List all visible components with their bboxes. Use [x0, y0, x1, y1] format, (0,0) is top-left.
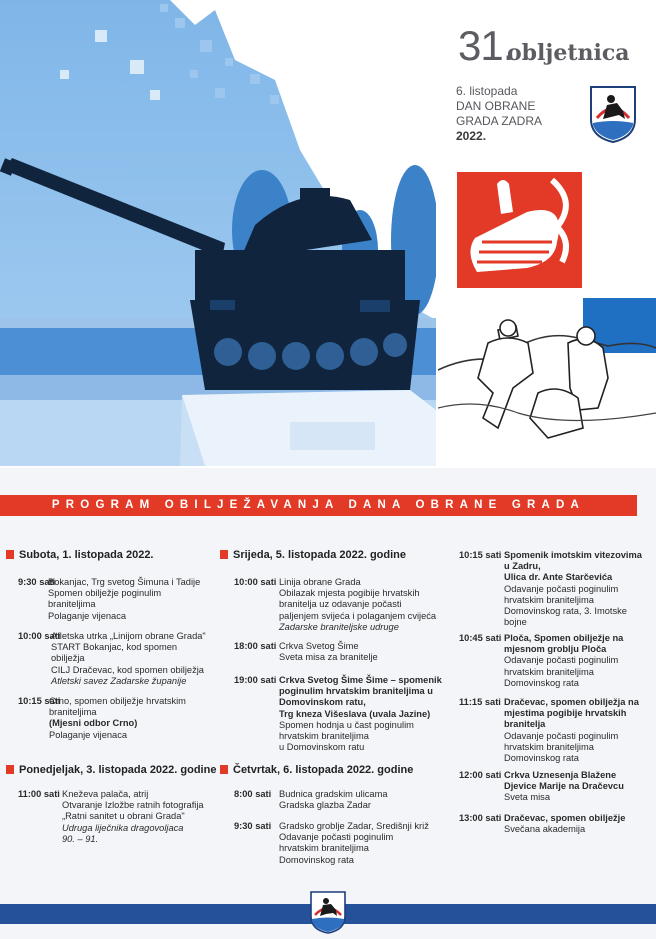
event-line: Trg kneza Višeslava (uvala Jazine) [279, 708, 431, 719]
event-time: 9:30 sati [18, 577, 56, 587]
event-line: Dračevac, spomen obilježje [504, 813, 626, 823]
event-line: Odavanje počasti poginulim [504, 655, 619, 666]
event-time: 19:00 sati [234, 675, 277, 685]
event-line: hrvatskim braniteljima [504, 594, 594, 605]
event-time: 11:00 sati [18, 789, 60, 799]
hero-section [0, 0, 656, 468]
day-title: Ponedjeljak, 3. listopada 2022. godine [19, 764, 217, 776]
event-line: Odavanje počasti poginulim [504, 730, 619, 741]
year-line: 2022. [456, 129, 487, 143]
program-banner [0, 495, 637, 516]
event-line: Otvaranje Izložbe ratnih fotografija [62, 800, 204, 811]
event-line: hrvatskim braniteljima [504, 741, 594, 752]
event-line: braniteljima [48, 599, 96, 610]
event-line: mjesnom groblju Ploča [504, 644, 607, 655]
program-banner-title: PROGRAM OBILJEŽAVANJA DANA OBRANE GRADA [51, 499, 586, 511]
event-line: Domovinskom ratu, [279, 697, 366, 708]
event-time: 10:00 sati [234, 577, 277, 587]
event-time: 8:00 sati [234, 789, 272, 799]
event-line: CILJ Dračevac, kod spomen obilježja [51, 664, 204, 675]
date-line: 6. listopada [456, 84, 518, 98]
event-line: Odavanje počasti poginulim [279, 832, 394, 843]
event-line: Svečana akademija [504, 824, 586, 835]
event-line: hrvatskim braniteljima [504, 666, 594, 677]
event-line: mjestima pogibije hrvatskih [504, 708, 627, 719]
event-line: paljenjem svijeća i polaganjem cvijeća [279, 610, 437, 621]
event-line: obilježja [51, 653, 85, 664]
event-line: Polaganje vijenaca [49, 729, 128, 740]
event-organizer: Atletski savez Zadarske županije [51, 675, 187, 686]
day-bullet [6, 550, 14, 559]
event-line: Crno, spomen obilježje hrvatskim [49, 696, 186, 706]
event-line: Dračevac, spomen obilježja na [504, 697, 639, 707]
event-line: Bokanjac, Trg svetog Šimuna i Tadije [48, 577, 201, 587]
day-title: Subota, 1. listopada 2022. [19, 549, 154, 561]
event-time: 12:00 sati [459, 770, 502, 780]
event-line: „Ratni sanitet u obrani Grada" [62, 811, 185, 822]
event-line: Odavanje počasti poginulim [504, 583, 619, 594]
event-time: 10:00 sati [18, 631, 61, 641]
event-line: Crkva Uznesenja Blažene [504, 770, 617, 780]
event-line-2: GRADA ZADRA [456, 114, 543, 128]
event-line: Gradska glazba Zadar [279, 800, 371, 811]
event-line: hrvatskim braniteljima [279, 731, 369, 742]
event-line: Atletska utrka „Linijom obrane Grada" [51, 631, 206, 641]
event-line: Crkva Svetog Šime [279, 641, 359, 651]
event-line: START Bokanjac, kod spomen [51, 642, 178, 653]
event-organizer: Zadarske braniteljske udruge [279, 621, 399, 632]
anniversary-number: 31. [458, 22, 514, 69]
event-organizer: 90. – 91. [62, 833, 99, 844]
day-bullet [6, 765, 14, 774]
event-line: hrvatskim braniteljima [279, 843, 369, 854]
day-bullet [220, 765, 228, 774]
event-line-1: DAN OBRANE [456, 99, 536, 113]
event-line: Crkva Svetog Šime Šime – spomenik [279, 675, 442, 685]
event-line: bojne [504, 617, 527, 628]
event-time: 13:00 sati [459, 813, 502, 823]
red-tank-illustration [457, 172, 582, 288]
event-line: Djevice Marije na Dračevcu [504, 781, 624, 792]
event-time: 10:15 sati [459, 550, 502, 560]
event-time: 10:45 sati [459, 633, 502, 643]
event-line: Domovinskog rata, 3. Imotske [504, 606, 627, 617]
day-title: Srijeda, 5. listopada 2022. godine [233, 549, 407, 561]
event-organizer: Udruga liječnika dragovoljaca [62, 822, 184, 833]
event-line: Gradsko groblje Zadar, Središnji križ [279, 821, 429, 831]
anniversary-word: obljetnica [507, 40, 630, 66]
event-line: Polaganje vijenaca [48, 610, 127, 621]
event-line: Linija obrane Grada [279, 577, 361, 587]
event-line: Spomen obilježje poginulim [48, 588, 162, 599]
event-time: 18:00 sati [234, 641, 277, 651]
event-line: Domovinskog rata [279, 854, 354, 865]
event-line: branitelja uz odavanje počasti [279, 599, 402, 610]
event-line: Budnica gradskim ulicama [279, 789, 388, 799]
event-line: branitelja [504, 719, 546, 730]
soldiers-illustration [438, 298, 656, 450]
zadar-coat-of-arms [589, 85, 637, 143]
event-line: Spomen hodnja u čast poginulim [279, 719, 414, 730]
event-line: braniteljima [49, 707, 97, 718]
event-line: Kneževa palača, atrij [62, 789, 149, 799]
zadar-coat-of-arms-footer [309, 890, 347, 934]
event-line: u Domovinskom ratu [279, 742, 365, 753]
day-title: Četvrtak, 6. listopada 2022. godine [233, 764, 414, 776]
day-bullet [220, 550, 228, 559]
event-time: 11:15 sati [459, 697, 501, 707]
event-line: poginulim hrvatskim braniteljima u [279, 686, 433, 697]
event-time: 9:30 sati [234, 821, 272, 831]
event-line: Obilazak mjesta pogibije hrvatskih [279, 588, 420, 599]
event-line: Spomenik imotskim vitezovima [504, 550, 642, 560]
event-line: Domovinskog rata [504, 677, 579, 688]
tank-monument-photo [0, 0, 436, 466]
event-line: Ploča, Spomen obilježje na [504, 633, 624, 643]
event-time: 10:15 sati [18, 696, 61, 706]
event-line: (Mjesni odbor Crno) [49, 718, 138, 729]
event-line: Sveta misa [504, 792, 550, 803]
event-line: Domovinskog rata [504, 753, 579, 764]
event-line: Sveta misa za branitelje [279, 652, 378, 663]
event-line: Ulica dr. Ante Starčevića [504, 572, 613, 583]
event-line: u Zadru, [504, 561, 541, 572]
